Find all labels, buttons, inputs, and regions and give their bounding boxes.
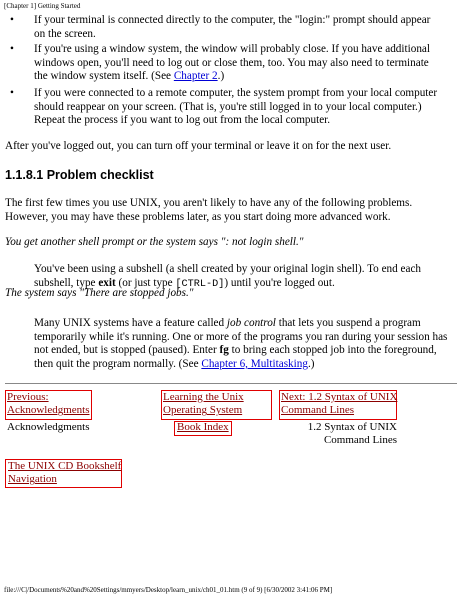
bullet-item: If you're using a window system, the window will probably close. If you have additional windows open, you'll need to log out or close them, too. You may also need to terminate the window system itself. (See Chapter 2.) — [34, 43, 430, 83]
page-header: [Chapter 1] Getting Started — [4, 2, 81, 10]
bullet-item: If your terminal is connected directly to the computer, the "login:" prompt should appear on the screen. — [34, 14, 431, 40]
previous-link[interactable]: Previous: Acknowledgments — [7, 391, 90, 417]
problem-description: Many UNIX systems have a feature called job control that lets you suspend a program temporarily while it's running. One or more of the programs you ran during your session has not ended, but is stopped (paused). Enter fg to bring each stopped job into the foreground, then quit the program normally. (See Chapter 6, Multitasking.) — [34, 317, 448, 370]
chapter-2-link[interactable]: Chapter 2 — [173, 70, 218, 83]
book-title-link[interactable]: Learning the Unix Operating System — [163, 391, 244, 417]
section-title: 1.1.8.1 Problem checklist — [5, 168, 154, 182]
problem-description: You've been using a subshell (a shell created by your original login shell). To end each subshell, type exit (or just type [CTRL-D]) until you're logged out. — [34, 263, 422, 290]
bullet-dot: • — [10, 87, 14, 99]
problem-heading: You get another shell prompt or the system says ": not login shell." — [5, 236, 304, 248]
bullet-dot: • — [10, 43, 14, 55]
chapter-6-link[interactable]: Chapter 6, Multitasking — [201, 357, 308, 370]
problem-heading: The system says "There are stopped jobs." — [5, 287, 194, 299]
bullet-item: If you were connected to a remote computer, the system prompt from your local computer should reappear on your screen. (That is, you're still logged in to your local computer.) Repeat the process if you want to log out from the local computer. — [34, 87, 438, 127]
page-footer: file:///C|/Documents%20and%20Settings/mmyers/Desktop/learn_unix/ch01_01.htm (9 of 9) [6/30/2002 3:41:06 PM] — [4, 586, 333, 594]
bookshelf-navigation-link[interactable]: The UNIX CD Bookshelf Navigation — [8, 460, 122, 486]
next-link[interactable]: Next: 1.2 Syntax of UNIX Command Lines — [281, 391, 398, 417]
previous-caption: Acknowledgments — [7, 421, 90, 433]
intro-paragraph: The first few times you use UNIX, you aren't likely to have any of the following problems. However, you may have these problems later, as you start doing more advanced work. — [5, 197, 413, 223]
after-logout-text: After you've logged out, you can turn off your terminal or leave it on for the next user. — [5, 140, 392, 152]
bullet-dot: • — [10, 14, 14, 26]
horizontal-rule — [5, 383, 457, 384]
next-caption: 1.2 Syntax of UNIX Command Lines — [307, 421, 397, 447]
book-index-link[interactable]: Book Index — [177, 421, 229, 433]
